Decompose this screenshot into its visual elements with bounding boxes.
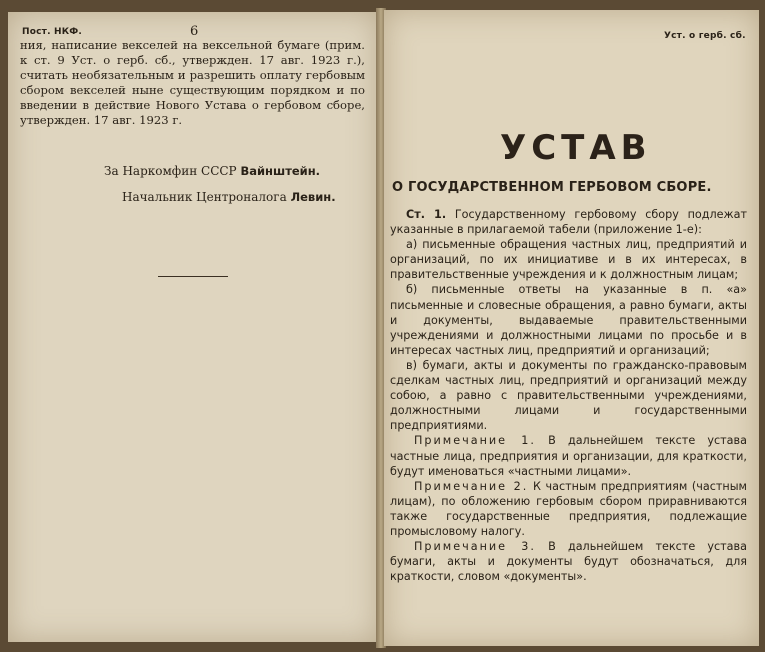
item-b: б) письменные ответы на указанные в п. «а» письменные и словесные обращения, а равно бумаги, акты и документы, выдаваемые правительственными учреждениями и должностными лицами по просьбе и в интересах частных лиц, предприятий и организаций; [390,283,747,357]
document-title: УСТАВ [500,128,652,168]
note-1 [390,433,747,478]
note-3-text: В дальнейшем тексте устава бумаги, акты и документы будут обозначаться, для краткости, словом «документы». [390,540,747,584]
note-2-text: К частным предприятиям (частным лицам), по обложению гербовым сбором приравниваются также государственные предприятия, подлежащие промысловому налогу. [390,479,747,538]
left-page-body [20,38,365,128]
left-page-header: Пост. НКФ. [22,27,83,37]
note-2-label: Примечание 2. [414,479,529,493]
note-1-label: Примечание 1. [414,434,536,448]
signature-2-name: Левин. [290,190,336,204]
document-subtitle: О ГОСУДАРСТВЕННОМ ГЕРБОВОМ СБОРЕ. [392,180,712,195]
note-1-text: В дальнейшем тексте устава частные лица, предприятия и организации, для краткости, будут именоваться «частными лицами». [390,434,747,478]
note-3 [390,539,747,584]
note-3-label: Примечание 3. [414,540,536,554]
right-page-body [390,207,747,584]
note-2 [390,479,747,539]
signature-line-1 [104,164,320,178]
page-number: 6 [190,24,199,39]
article-1 [390,207,747,237]
left-paragraph: ния, написание векселей на вексельной бумаге (прим. к ст. 9 Уст. о герб. сб., утвержден. 17 авг. 1923 г.), считать необязательным и разрешить оплату гербовым сбором векселей ныне существующим порядком и по введении в действие Нового Устава о гербовом сборе, утвержден. 17 авг. 1923 г. [20,38,365,127]
item-a: а) письменные обращения частных лиц, предприятий и организаций, по их инициативе и в их интересах, в правительственные учреждения и к должностным лицам; [390,238,747,282]
article-label: Ст. 1. [406,208,447,221]
signature-1-name: Вайнштейн. [240,164,321,178]
article-intro: Государственному гербовому сбору подлежат указанные в прилагаемой табели (приложение 1-е): [390,208,747,237]
separator-rule [158,276,228,277]
item-c: в) бумаги, акты и документы по гражданско-правовым сделкам частных лиц, предприятий и организаций между собою, а равно с правительственными учреждениями, должностными лицами и государственными предприятиями. [390,358,747,433]
right-page-header: Уст. о герб. сб. [664,31,746,41]
signature-2-prefix: Начальник Центроналога [122,190,287,204]
signature-1-prefix: За Наркомфин СССР [104,164,237,178]
signature-line-2 [122,190,336,204]
